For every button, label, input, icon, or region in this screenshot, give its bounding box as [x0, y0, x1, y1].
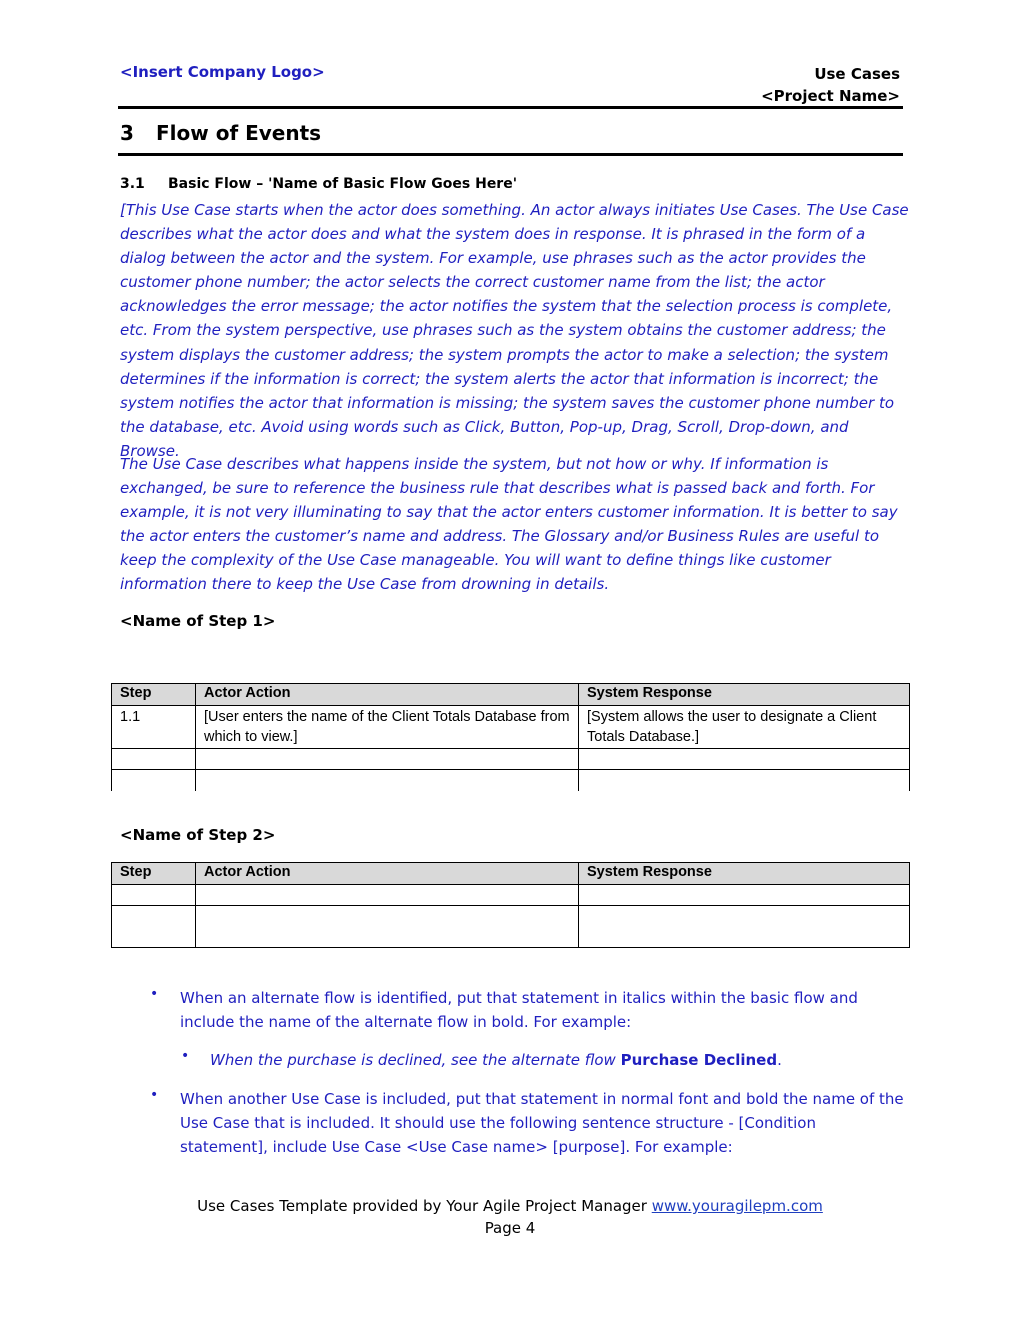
column-header-step: Step [112, 684, 196, 706]
column-header-step: Step [112, 863, 196, 885]
example-end: . [777, 1051, 782, 1069]
system-response-cell [579, 749, 910, 770]
system-response-cell: [System allows the user to designate a Client Totals Database.] [579, 706, 910, 749]
step-2-name: <Name of Step 2> [120, 826, 276, 844]
system-response-cell [579, 885, 910, 906]
company-logo-placeholder: <Insert Company Logo> [120, 63, 325, 81]
step-2-table [111, 862, 910, 948]
table-row [112, 706, 910, 749]
project-name: <Project Name> [761, 87, 900, 105]
table-row [112, 885, 910, 906]
table-header-row [112, 684, 910, 706]
table-header-row [112, 863, 910, 885]
example-italic-text: When the purchase is declined, see the alternate flow [210, 1051, 621, 1069]
instruction-paragraph-1: [This Use Case starts when the actor does something. An actor always initiates Use Cases. The Use Case describes what the actor does and what the system does in response. It is phrased in the form of a dialog between the actor and the system. For example, use phrases such as the actor provides the customer phone number; the actor selects the correct customer name from the list; the actor acknowledges the error message; the actor notifies the system that the selection process is complete, etc. From the system perspective, use phrases such as the system obtains the customer address; the system displays the customer address; the system prompts the actor to make a selection; the system determines if the information is correct; the system alerts the actor that information is incorrect; the system notifies the actor that information is missing; the system saves the customer phone number to the database, etc. Avoid using words such as Click, Button, Pop-up, Drag, Scroll, Drop-down, and Browse. [120, 201, 909, 460]
actor-action-cell: [User enters the name of the Client Totals Database from which to view.] [196, 706, 579, 749]
column-header-actor-action: Actor Action [196, 863, 579, 885]
step-cell: 1.1 [112, 706, 196, 749]
instruction-paragraph-2: The Use Case describes what happens inside the system, but not how or why. If information is exchanged, be sure to reference the business rule that describes what is passed back and forth. For example, it is not very illuminating to say that the actor enters customer information. It is better to say the actor enters the customer’s name and address. The Glossary and/or Business Rules are useful to keep the complexity of the Use Case manageable. You will want to define things like customer information there to keep the Use Case from drowning in details. [120, 455, 898, 594]
system-response-cell [579, 906, 910, 948]
header-right [761, 63, 900, 107]
system-response-cell [579, 770, 910, 791]
section-heading [120, 121, 321, 145]
section-number: 3 [120, 121, 134, 145]
subsection-title: Basic Flow – 'Name of Basic Flow Goes Here' [168, 176, 517, 192]
bullet-alternate-flow: When an alternate flow is identified, put that statement in italics within the basic flow and include the name of the alternate flow in bold. For example: [180, 989, 858, 1032]
subsection-heading [120, 176, 517, 192]
table-row [112, 749, 910, 770]
step-cell [112, 906, 196, 948]
step-1-table [111, 683, 910, 791]
footer-line [0, 1195, 1020, 1217]
column-header-actor-action: Actor Action [196, 684, 579, 706]
actor-action-cell [196, 749, 579, 770]
footer-link[interactable]: www.youragilepm.com [651, 1197, 823, 1215]
bullet-icon: • [181, 1048, 190, 1064]
table-row [112, 906, 910, 948]
footer-text: Use Cases Template provided by Your Agile Project Manager [197, 1197, 652, 1215]
column-header-system-response: System Response [579, 684, 910, 706]
bullet-example-alternate-flow [210, 1048, 910, 1072]
step-cell [112, 749, 196, 770]
bullet-icon: • [150, 1087, 159, 1103]
section-title: Flow of Events [156, 121, 322, 145]
page-footer [0, 1195, 1020, 1239]
example-bold-flow-name: Purchase Declined [620, 1051, 778, 1069]
step-cell [112, 885, 196, 906]
step-cell [112, 770, 196, 791]
header-rule [118, 106, 903, 109]
subsection-number: 3.1 [120, 176, 145, 192]
actor-action-cell [196, 770, 579, 791]
actor-action-cell [196, 885, 579, 906]
bullet-icon: • [150, 986, 159, 1002]
page-number: Page 4 [484, 1219, 536, 1237]
actor-action-cell [196, 906, 579, 948]
section-rule [118, 153, 903, 156]
table-row [112, 770, 910, 791]
document-title: Use Cases [814, 65, 900, 83]
column-header-system-response: System Response [579, 863, 910, 885]
step-1-name: <Name of Step 1> [120, 612, 276, 630]
bullet-included-use-case: When another Use Case is included, put that statement in normal font and bold the name of the Use Case that is included. It should use the following sentence structure - [Condition statement], include Use Case <Use Case name> [purpose]. For example: [180, 1090, 904, 1157]
